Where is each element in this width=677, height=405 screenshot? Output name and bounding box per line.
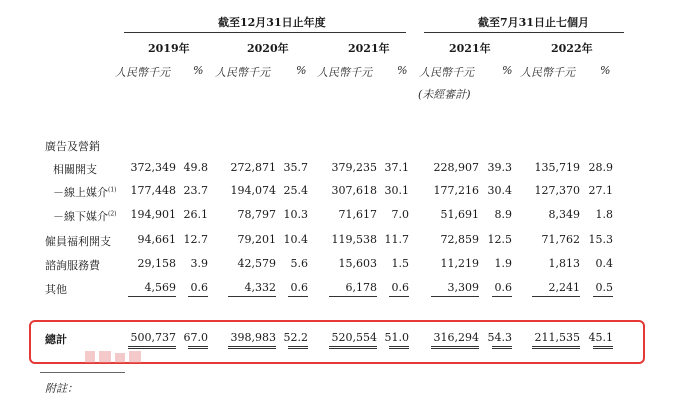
amount-cell: 272,871 [230,161,276,174]
total-amount-cell: 520,554 [331,331,377,344]
pct-cell: 39.3 [487,161,512,174]
total-pct-cell: 45.1 [588,331,613,344]
period-underline-seven-months [424,32,624,33]
amount-cell: 29,158 [137,257,176,270]
row-label: 廣告及營銷 [45,140,100,153]
amount-cell: 135,719 [534,161,580,174]
pct-cell: 0.4 [595,257,613,270]
total-pct-cell: 51.0 [384,331,409,344]
subtotal-rule [389,296,409,297]
pct-cell: 37.1 [384,161,409,174]
row-label: 僱員福利開支 [45,235,111,248]
unit-header: 人民幣千元 [317,66,372,79]
pct-header: % [296,64,307,77]
pct-cell: 0.6 [494,281,512,294]
subtotal-rule [593,296,613,297]
pct-cell: 3.9 [190,257,208,270]
pct-cell: 49.8 [183,161,208,174]
pct-header: % [600,64,611,77]
amount-cell: 4,332 [244,281,276,294]
subtotal-rule [128,296,176,297]
footnote-rule [40,372,125,373]
period-underline-year-end [124,32,406,33]
footnote-label: 附註： [45,382,78,395]
year-header-2019: 2019年 [148,42,190,55]
amount-cell: 71,617 [338,208,377,221]
total-pct-cell: 67.0 [183,331,208,344]
total-amount-cell: 211,535 [534,331,580,344]
pct-cell: 10.3 [283,208,308,221]
total-label: 總計 [45,333,67,346]
subtotal-rule [228,296,276,297]
pct-cell: 30.4 [487,184,512,197]
total-amount-cell: 316,294 [433,331,479,344]
year-header-2021-7m: 2021年 [449,42,491,55]
row-label: 其他 [45,283,67,296]
pct-cell: 5.6 [290,257,308,270]
unit-header: 人民幣千元 [215,66,270,79]
amount-cell: 372,349 [130,161,176,174]
row-label: －線下媒介$^{(2)}$ [53,210,117,223]
period-header-year-end: 截至12月31日止年度 [218,16,326,29]
pct-header: % [502,64,513,77]
pct-cell: 8.9 [494,208,512,221]
subtotal-rule [492,296,512,297]
amount-cell: 228,907 [433,161,479,174]
amount-cell: 11,219 [440,257,479,270]
amount-cell: 79,201 [237,233,276,246]
amount-cell: 51,691 [440,208,479,221]
pct-cell: 0.6 [391,281,409,294]
pct-cell: 0.6 [290,281,308,294]
amount-cell: 42,579 [237,257,276,270]
pct-cell: 7.0 [391,208,409,221]
amount-cell: 177,216 [433,184,479,197]
pct-cell: 11.7 [384,233,409,246]
subtotal-rule [288,296,308,297]
amount-cell: 4,569 [144,281,176,294]
unit-header: 人民幣千元 [419,66,474,79]
row-label: 諮詢服務費 [45,259,100,272]
pct-cell: 10.4 [283,233,308,246]
unaudited-note: (未經審計) [418,88,471,101]
total-amount-cell: 398,983 [230,331,276,344]
pct-cell: 28.9 [588,161,613,174]
pct-cell: 0.6 [190,281,208,294]
pct-header: % [397,64,408,77]
year-header-2020: 2020年 [247,42,289,55]
amount-cell: 3,309 [447,281,479,294]
pct-cell: 1.9 [494,257,512,270]
subtotal-rule [188,296,208,297]
amount-cell: 6,178 [345,281,377,294]
amount-cell: 94,661 [137,233,176,246]
amount-cell: 379,235 [331,161,377,174]
amount-cell: 1,813 [548,257,580,270]
pct-cell: 12.7 [183,233,208,246]
subtotal-rule [532,296,580,297]
total-pct-cell: 52.2 [283,331,308,344]
watermark [83,348,143,366]
amount-cell: 177,448 [130,184,176,197]
total-amount-cell: 500,737 [130,331,176,344]
subtotal-rule [431,296,479,297]
amount-cell: 194,074 [230,184,276,197]
pct-cell: 27.1 [588,184,613,197]
amount-cell: 15,603 [338,257,377,270]
pct-cell: 1.5 [391,257,409,270]
pct-cell: 0.5 [595,281,613,294]
row-label: －線上媒介$^{(1)}$ [53,186,117,199]
pct-cell: 1.8 [595,208,613,221]
pct-cell: 30.1 [384,184,409,197]
pct-cell: 25.4 [283,184,308,197]
subtotal-rule [329,296,377,297]
amount-cell: 71,762 [541,233,580,246]
pct-header: % [193,64,204,77]
amount-cell: 119,538 [331,233,377,246]
amount-cell: 194,901 [130,208,176,221]
pct-cell: 15.3 [588,233,613,246]
pct-cell: 12.5 [487,233,512,246]
row-label: 相關開支 [53,163,97,176]
unit-header: 人民幣千元 [520,66,575,79]
amount-cell: 72,859 [440,233,479,246]
amount-cell: 78,797 [237,208,276,221]
amount-cell: 2,241 [548,281,580,294]
total-pct-cell: 54.3 [487,331,512,344]
pct-cell: 26.1 [183,208,208,221]
pct-cell: 23.7 [183,184,208,197]
amount-cell: 307,618 [331,184,377,197]
unit-header: 人民幣千元 [115,66,170,79]
period-header-seven-months: 截至7月31日止七個月 [478,16,589,29]
amount-cell: 8,349 [548,208,580,221]
amount-cell: 127,370 [534,184,580,197]
pct-cell: 35.7 [283,161,308,174]
year-header-2021: 2021年 [348,42,390,55]
year-header-2022-7m: 2022年 [551,42,593,55]
